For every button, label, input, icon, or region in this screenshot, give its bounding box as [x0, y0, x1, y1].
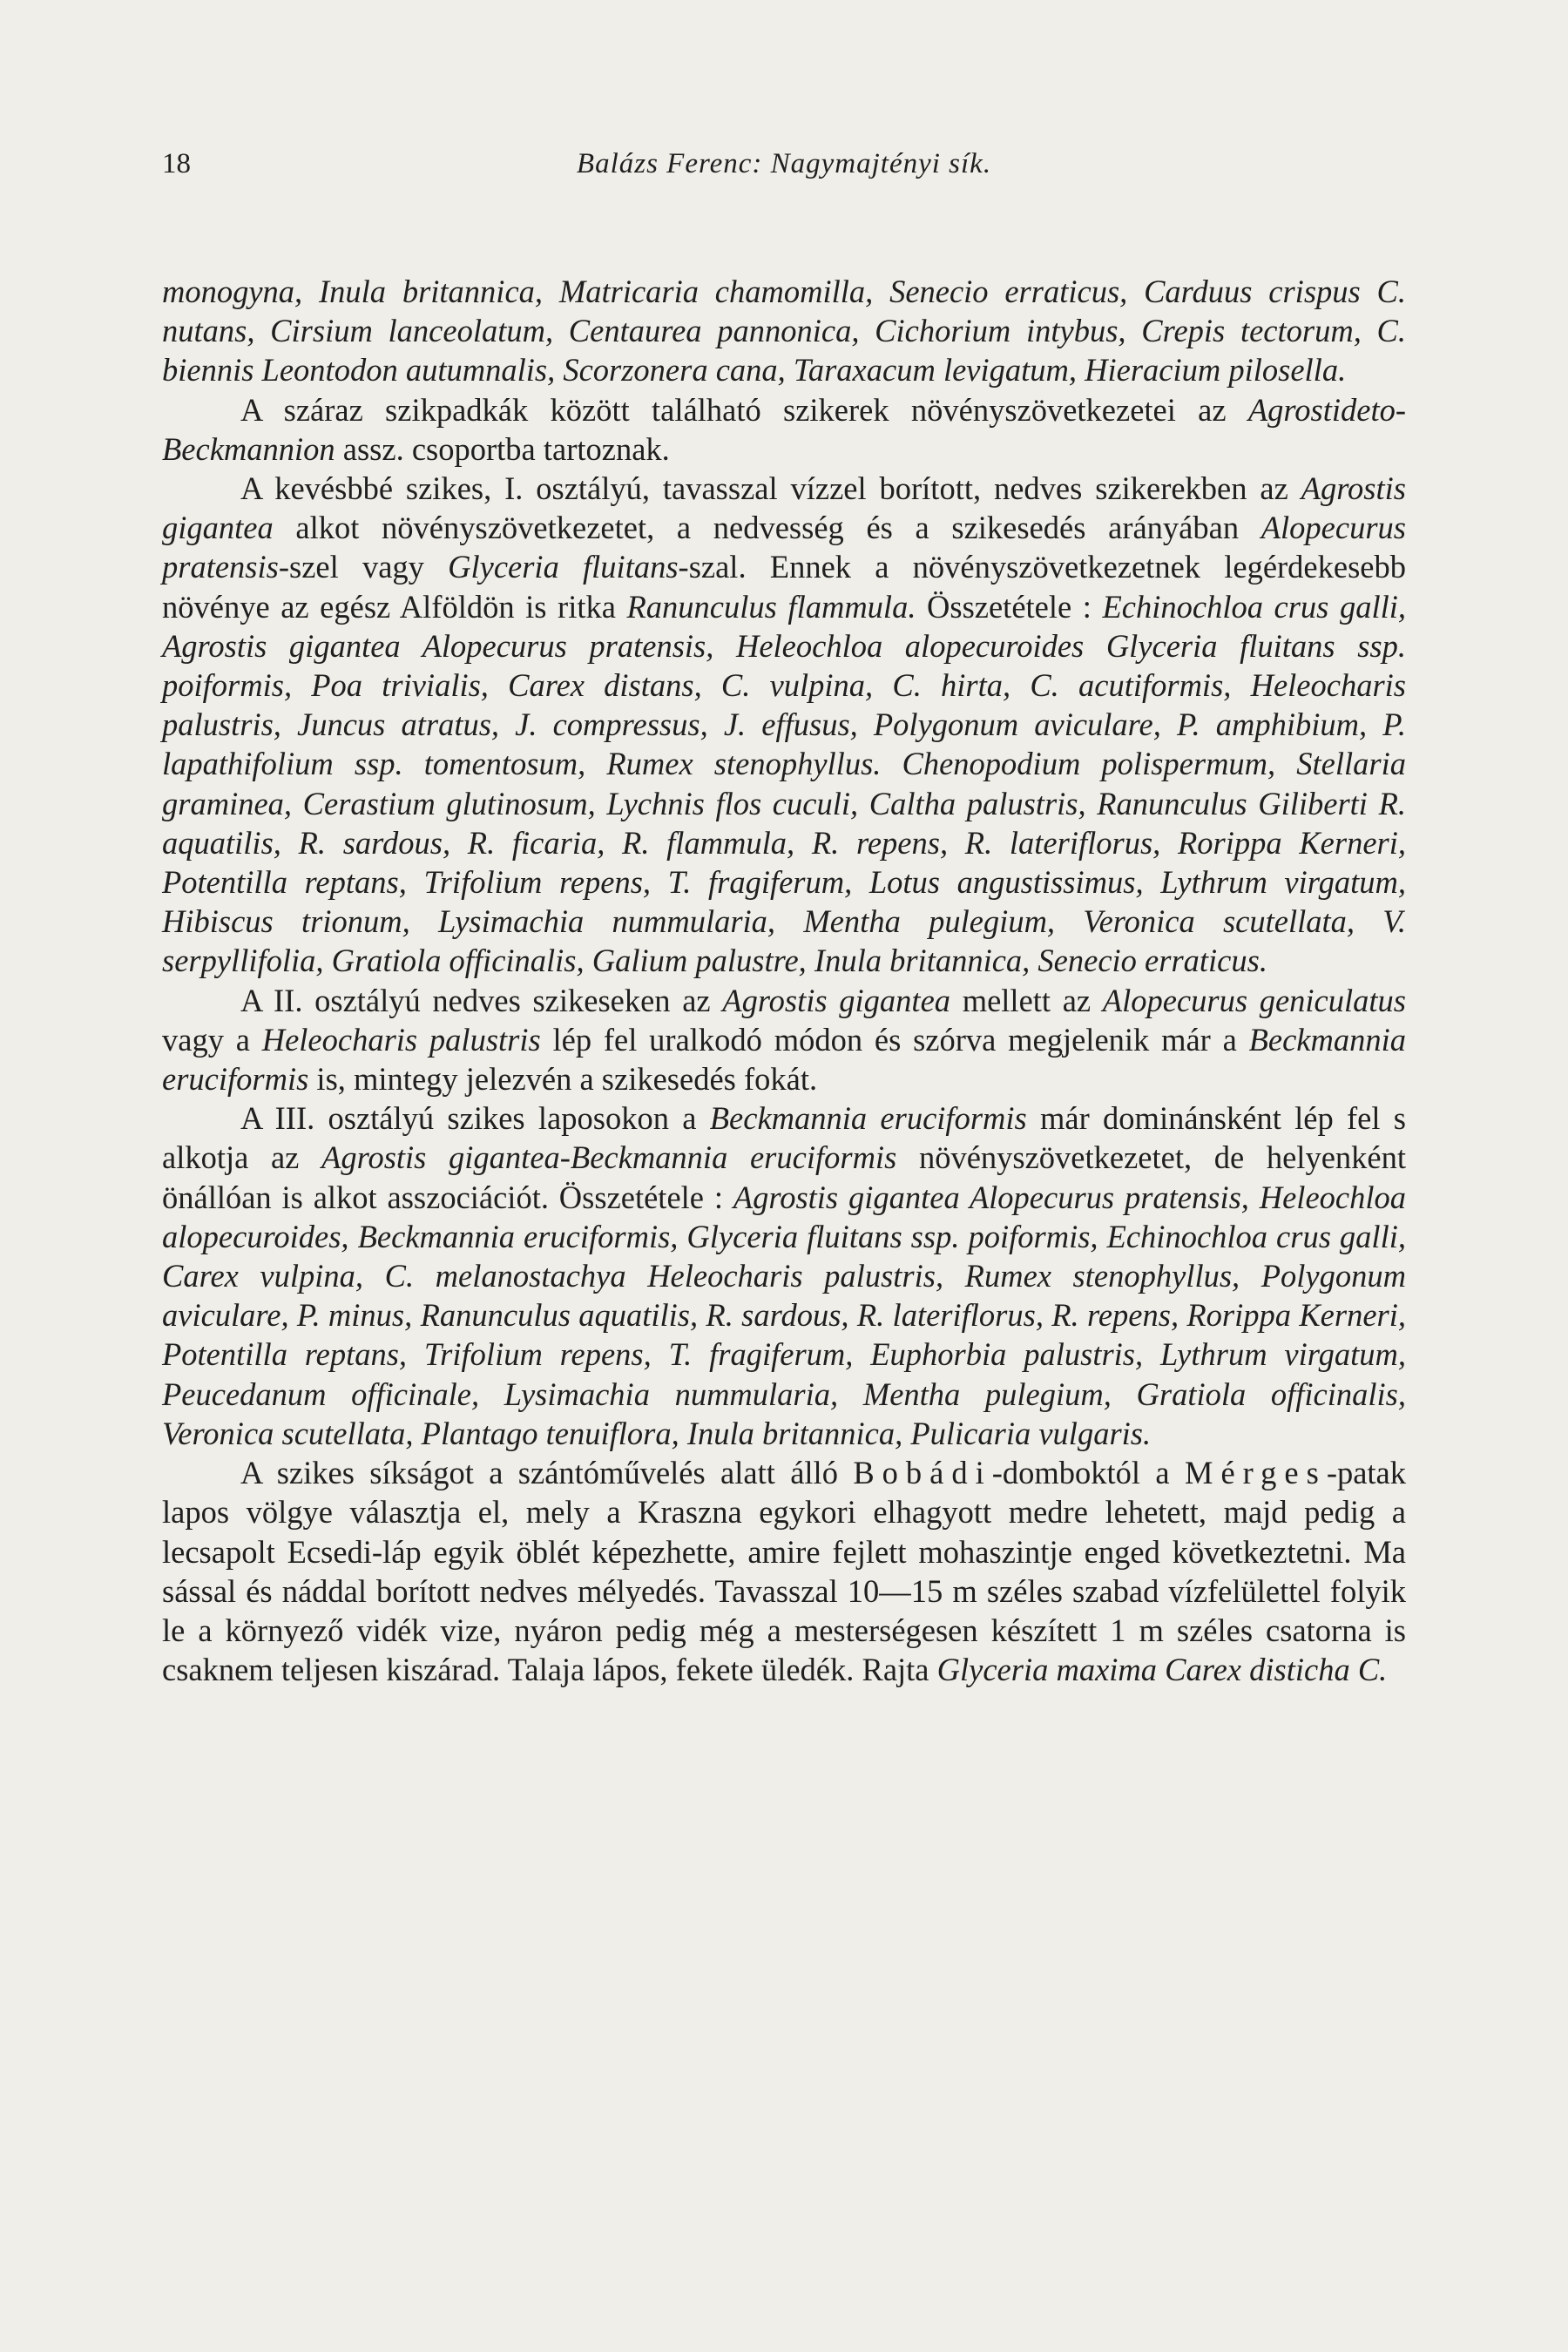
text-run: A III. osztályú szikes laposokon a: [240, 1100, 710, 1137]
running-head: Balázs Ferenc: Nagymajtényi sík.: [576, 148, 992, 179]
text-run: növényszövetkezetet, de helyenként önállóan is alkot asszociációt. Összetétele :: [162, 1139, 1406, 1215]
italic-taxon-run: Ranunculus flammula.: [626, 588, 916, 625]
paragraph-merges-valley: [162, 1453, 1406, 1689]
italic-taxon-run: Agrostis gigantea-Beckmannia eruciformis: [321, 1139, 897, 1176]
text-run: -szal. Ennek a növényszövetkezetnek legérdekesebb növénye az egész Alföldön is ritka: [162, 549, 1406, 625]
text-run: A kevésbbé szikes, I. osztályú, tavasszal vízzel borított, nedves szikerekben az: [240, 470, 1301, 507]
text-run: Összetétele :: [916, 588, 1103, 625]
text-run: -patak lapos völgye választja el, mely a Kraszna egykori elhagyott medre lehetett, majd pedig a lecsapolt Ecsedi-láp egyik öblét képezhette, amire fejlett mohaszintje enged következtetni. Ma sással és náddal borított nedves mélyedés. Tavasszal 10—15 m széles szabad vízfelülettel folyik le a környező vidék vize, nyáron pedig még a mesterségesen készített 1 m széles csatorna is csaknem teljesen kiszárad. Talaja lápos, fekete üledék. Rajta: [162, 1455, 1407, 1688]
italic-taxon-run: monogyna, Inula britannica, Matricaria chamomilla, Senecio erraticus, Carduus crispus C. nutans, Cirsium lanceolatum, Centaurea pannonica, Cichorium intybus, Crepis tectorum, C. biennis Leontodon autumnalis, Scorzonera cana, Taraxacum levigatum, Hieracium pilosella.: [162, 274, 1406, 389]
italic-taxon-run: Alopecurus geniculatus: [1102, 982, 1406, 1018]
text-run: -szel vagy: [278, 549, 449, 585]
paragraph-class-one-saline: [162, 469, 1406, 981]
italic-taxon-run: Agrostis gigantea: [162, 470, 1406, 546]
text-run: is, mintegy jelezvén a szikesedés fokát.: [308, 1061, 818, 1098]
page-header: [162, 148, 1406, 192]
italic-taxon-run: Alopecurus pratensis: [162, 510, 1406, 585]
text-run: A száraz szikpadkák között található szikerek növényszövetkezetei az: [240, 391, 1248, 428]
body-text: [162, 272, 1406, 1689]
text-run: A szikes síkságot a szántóművelés alatt álló: [240, 1455, 854, 1491]
text-run: alkot növényszövetkezetet, a nedvesség és a szikesedés arányában: [273, 510, 1261, 546]
italic-taxon-run: Glyceria fluitans: [448, 549, 679, 585]
text-run: már dominánsként lép fel s alkotja az: [162, 1100, 1406, 1176]
text-run: vagy a: [162, 1021, 262, 1058]
italic-taxon-run: Agrostis gigantea: [722, 982, 951, 1018]
paragraph-dry-saline-benches: [162, 390, 1406, 469]
paragraph-class-two-saline: [162, 981, 1406, 1099]
italic-taxon-run: Agrostis gigantea Alopecurus pratensis, Heleochloa alopecuroides, Beckmannia eruciformis, Glyceria fluitans ssp. poiformis, Echinochloa crus galli, Carex vulpina, C. melanostachya Heleocharis palustris, Rumex stenophyllus, Polygonum aviculare, P. minus, Ranunculus aquatilis, R. sardous, R. lateriflorus, R. repens, Rorippa Kerneri, Potentilla reptans, Trifolium repens, T. fragiferum, Euphorbia palustris, Lythrum virgatum, Peucedanum officinale, Lysimachia nummularia, Mentha pulegium, Gratiola officinalis, Veronica scutellata, Plantago tenuiflora, Inula britannica, Pulicaria vulgaris.: [162, 1179, 1406, 1451]
spaced-place-name: Mérges: [1185, 1455, 1327, 1491]
text-run: A II. osztályú nedves szikeseken az: [240, 982, 723, 1018]
italic-taxon-run: Heleocharis palustris: [261, 1021, 541, 1058]
text-run: mellett az: [950, 982, 1103, 1018]
text-run: -domboktól a: [991, 1455, 1185, 1491]
spaced-place-name: Bobádi: [853, 1455, 992, 1491]
text-run: lép fel uralkodó módon és szórva megjelenik már a: [540, 1021, 1249, 1058]
paragraph-species-list-continued: [162, 272, 1406, 390]
page-number: 18: [162, 148, 191, 179]
italic-taxon-run: Agrostideto-Beckmannion: [162, 391, 1406, 467]
italic-taxon-run: Beckmannia eruciformis: [162, 1021, 1406, 1098]
paragraph-class-three-saline: [162, 1098, 1406, 1453]
italic-taxon-run: Glyceria maxima Carex disticha C.: [936, 1652, 1388, 1688]
italic-taxon-run: Echinochloa crus galli, Agrostis gigantea Alopecurus pratensis, Heleochloa alopecuroides Glyceria fluitans ssp. poiformis, Poa trivialis, Carex distans, C. vulpina, C. hirta, C. acutiformis, Heleocharis palustris, Juncus atratus, J. compressus, J. effusus, Polygonum aviculare, P. amphibium, P. lapathifolium ssp. tomentosum, Rumex stenophyllus. Chenopodium polispermum, Stellaria graminea, Cerastium glutinosum, Lychnis flos cuculi, Caltha palustris, Ranunculus Giliberti R. aquatilis, R. sardous, R. ficaria, R. flammula, R. repens, R. lateriflorus, Rorippa Kerneri, Potentilla reptans, Trifolium repens, T. fragiferum, Lotus angustissimus, Lythrum virgatum, Hibiscus trionum, Lysimachia nummularia, Mentha pulegium, Veronica scutellata, V. serpyllifolia, Gratiola officinalis, Galium palustre, Inula britannica, Senecio erraticus.: [162, 588, 1406, 979]
italic-taxon-run: Beckmannia eruciformis: [709, 1100, 1027, 1137]
text-run: assz. csoportba tartoznak.: [335, 430, 670, 467]
